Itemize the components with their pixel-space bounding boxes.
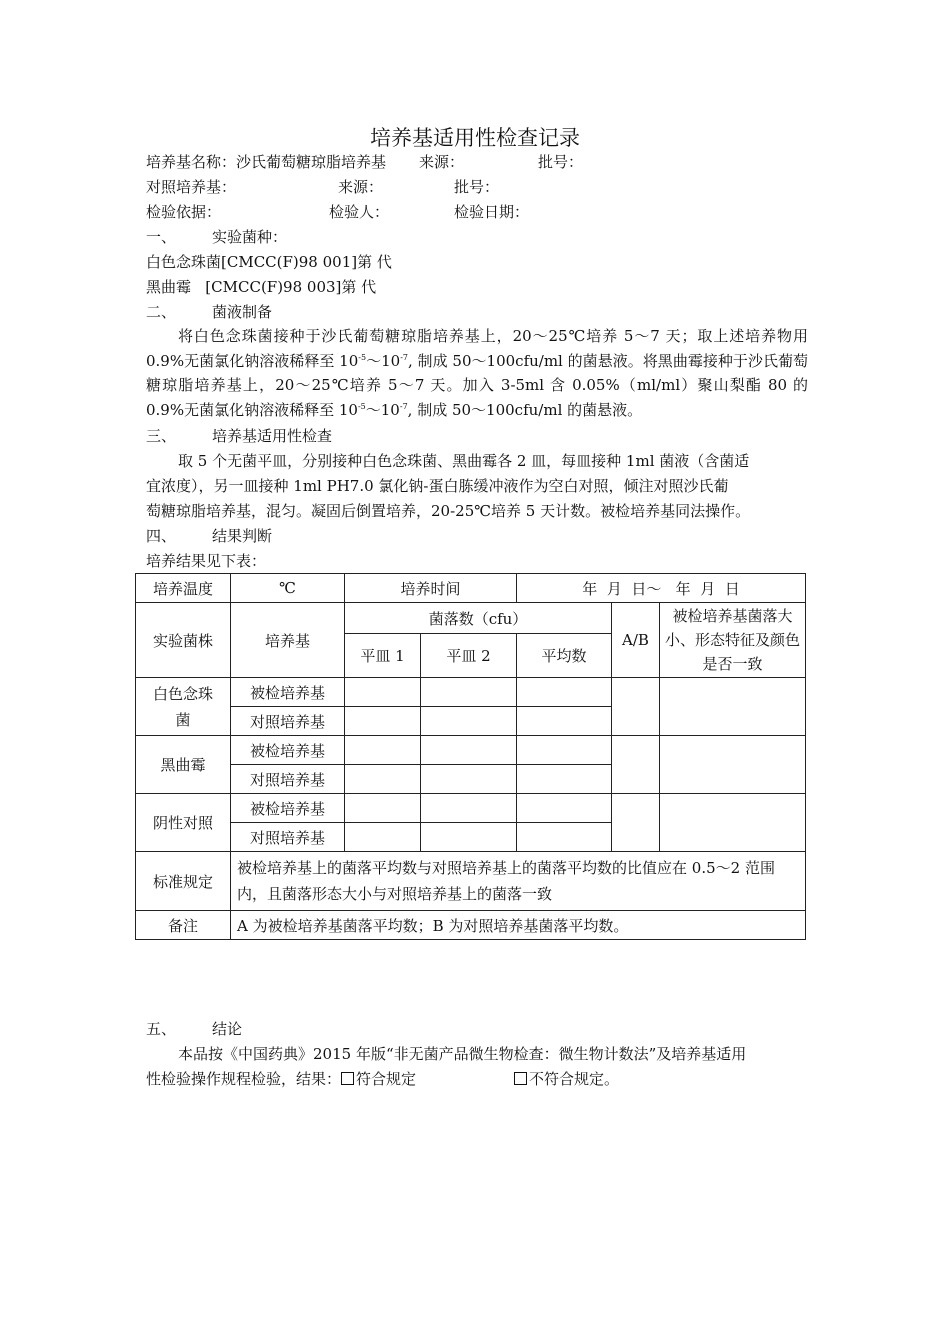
plate-1-header: 平皿 1 <box>345 634 421 678</box>
section-4-title: 结果判断 <box>212 527 273 545</box>
section-3-number: 三、 <box>146 427 177 445</box>
section-3-title: 培养基适用性检查 <box>212 427 333 445</box>
group-name: 阴性对照 <box>136 794 231 852</box>
standard-text: 被检培养基上的菌落平均数与对照培养基上的菌落平均数的比值应在 0.5～2 范围内，且菌落形态大小与对照培养基上的菌落一致 <box>231 852 806 911</box>
strain-header: 实验菌株 <box>136 603 231 678</box>
time-value: 年 月 日～ 年 月 日 <box>517 574 806 603</box>
average-cell[interactable] <box>517 707 612 736</box>
conclusion-prefix: 性检验操作规程检验，结果： <box>146 1070 342 1088</box>
not-conforms-option <box>514 1067 619 1091</box>
section-5-title: 结论 <box>212 1020 243 1038</box>
results-table <box>135 573 806 940</box>
plate-1-cell[interactable] <box>345 765 421 794</box>
basis-label: 检验依据： <box>146 203 222 221</box>
section-2-title: 菌液制备 <box>212 303 273 321</box>
control-medium-label: 对照培养基： <box>146 178 237 196</box>
plate-1-cell[interactable] <box>345 736 421 765</box>
plate-1-cell[interactable] <box>345 823 421 852</box>
section-3-line-2: 宜浓度），另一皿接种 1ml PH7.0 氯化钠-蛋白胨缓冲液作为空白对照，倾注对照沙氏葡 <box>146 477 729 495</box>
plate-2-header: 平皿 2 <box>421 634 517 678</box>
conforms-label: 符合规定 <box>356 1070 417 1088</box>
temp-label: 培养温度 <box>136 574 231 603</box>
medium-batch-label: 批号： <box>538 153 584 171</box>
temp-unit: ℃ <box>231 574 345 603</box>
test-medium-label: 被检培养基 <box>231 678 345 707</box>
section-3-line-1: 取 5 个无菌平皿，分别接种白色念珠菌、黑曲霉各 2 皿，每皿接种 1ml 菌液（含菌适 <box>178 452 750 470</box>
control-source-label: 来源： <box>338 178 384 196</box>
plate-1-cell[interactable] <box>345 707 421 736</box>
conclusion-line-2 <box>146 1067 416 1091</box>
time-label: 培养时间 <box>345 574 517 603</box>
feature-header: 被检培养基菌落大小、形态特征及颜色是否一致 <box>660 603 806 678</box>
section-1-title: 实验菌种： <box>212 228 288 246</box>
average-cell[interactable] <box>517 794 612 823</box>
medium-name-label: 培养基名称：沙氏葡萄糖琼脂培养基 <box>146 153 387 171</box>
medium-header: 培养基 <box>231 603 345 678</box>
average-cell[interactable] <box>517 678 612 707</box>
control-batch-label: 批号： <box>454 178 500 196</box>
ab-cell[interactable] <box>612 794 660 852</box>
group-name: 白色念珠菌 <box>136 678 231 736</box>
test-medium-label: 被检培养基 <box>231 794 345 823</box>
average-cell[interactable] <box>517 736 612 765</box>
standard-label: 标准规定 <box>136 852 231 911</box>
section-1-number: 一、 <box>146 228 177 246</box>
strain-candida: 白色念珠菌[CMCC(F)98 001]第 代 <box>146 253 392 271</box>
control-medium-label: 对照培养基 <box>231 823 345 852</box>
plate-2-cell[interactable] <box>421 765 517 794</box>
plate-2-cell[interactable] <box>421 707 517 736</box>
remark-label: 备注 <box>136 911 231 940</box>
control-medium-label: 对照培养基 <box>231 765 345 794</box>
group-name: 黑曲霉 <box>136 736 231 794</box>
test-medium-label: 被检培养基 <box>231 736 345 765</box>
section-2-number: 二、 <box>146 303 177 321</box>
colony-count-header: 菌落数（cfu） <box>345 603 612 634</box>
not-conforms-label: 不符合规定。 <box>529 1070 620 1088</box>
inspector-label: 检验人： <box>329 203 390 221</box>
not-conforms-checkbox[interactable] <box>514 1072 527 1085</box>
section-2-paragraph: 将白色念珠菌接种于沙氏葡萄糖琼脂培养基上，20～25℃培养 5～7 天；取上述培养物用 0.9%无菌氯化钠溶液稀释至 $10^{-5}\sim 10^{-7}$, 制成 50～100cfu/ml 的菌悬液。将黑曲霉接种于沙氏葡萄糖琼脂培养基上，20～25℃培养 5～7 天。加入 3-5ml 含 0.05%（ml/ml）聚山梨酯 80 的 0.9%无菌氯化钠溶液稀释至 $10^{-5}\sim 10^{-7}$, 制成 50～100cfu/ml 的菌悬液。 <box>146 327 809 419</box>
plate-2-cell[interactable] <box>421 678 517 707</box>
conclusion-line-1: 本品按《中国药典》2015 年版“非无菌产品微生物检查：微生物计数法”及培养基适用 <box>178 1045 747 1063</box>
feature-cell[interactable] <box>660 678 806 736</box>
plate-1-cell[interactable] <box>345 678 421 707</box>
plate-2-cell[interactable] <box>421 794 517 823</box>
average-cell[interactable] <box>517 823 612 852</box>
section-3-line-3: 萄糖琼脂培养基，混匀。凝固后倒置培养，20-25℃培养 5 天计数。被检培养基同法操作。 <box>146 502 751 520</box>
remark-text: A 为被检培养基菌落平均数；B 为对照培养基菌落平均数。 <box>231 911 806 940</box>
ab-cell[interactable] <box>612 678 660 736</box>
feature-cell[interactable] <box>660 736 806 794</box>
medium-source-label: 来源： <box>419 153 465 171</box>
ab-cell[interactable] <box>612 736 660 794</box>
results-intro: 培养结果见下表： <box>146 552 267 570</box>
inspection-date-label: 检验日期： <box>454 203 530 221</box>
average-cell[interactable] <box>517 765 612 794</box>
control-medium-label: 对照培养基 <box>231 707 345 736</box>
plate-2-cell[interactable] <box>421 736 517 765</box>
section-5-number: 五、 <box>146 1020 177 1038</box>
conforms-checkbox[interactable] <box>341 1072 354 1085</box>
feature-cell[interactable] <box>660 794 806 852</box>
plate-1-cell[interactable] <box>345 794 421 823</box>
section-4-number: 四、 <box>146 527 177 545</box>
average-header: 平均数 <box>517 634 612 678</box>
plate-2-cell[interactable] <box>421 823 517 852</box>
ab-header: A/B <box>612 603 660 678</box>
page-title: 培养基适用性检查记录 <box>370 126 580 150</box>
strain-aspergillus: 黑曲霉 [CMCC(F)98 003]第 代 <box>146 278 377 296</box>
